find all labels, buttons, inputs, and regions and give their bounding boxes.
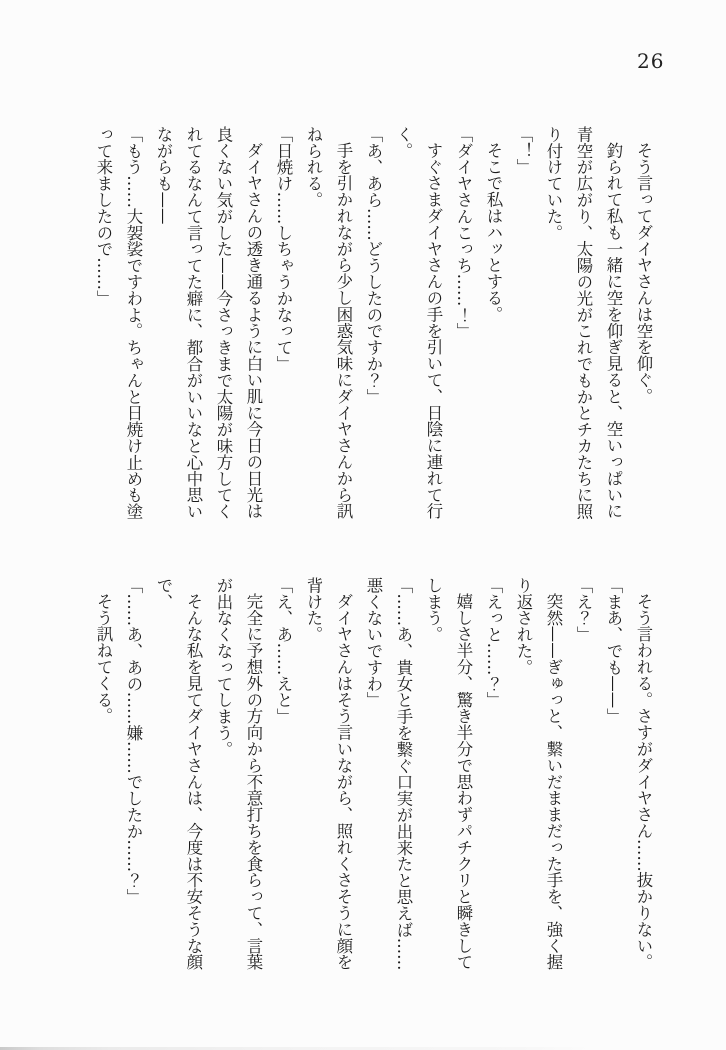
page-number: 26	[637, 49, 665, 73]
text-column: そこで私はハッとする。	[484, 142, 503, 323]
text-column: 「日焼け……しちゃうかなって」	[274, 126, 293, 372]
text-column: 嬉しさ半分、驚き半分で思わずパチクリと瞬きして	[454, 593, 473, 971]
text-column: 青空が広がり、太陽の光がこれでもかとチカたちに照	[574, 126, 593, 520]
text-column: 突然——ぎゅっと、繋いだままだった手を、強く握	[544, 593, 563, 971]
text-column: 「……あ、貴女と手を繋ぐ口実が出来たと思えば……	[394, 577, 413, 971]
text-column: で、	[154, 577, 173, 610]
text-column: 「えっと……？」	[484, 577, 503, 709]
text-column: 「もう……大袈裟ですわよ。ちゃんと日焼け止めも塗	[124, 126, 143, 520]
text-column: すぐさまダイヤさんの手を引いて、日陰に連れて行	[424, 142, 443, 520]
text-column: り付けていた。	[544, 126, 563, 241]
text-column: そんな私を見てダイヤさんは、今度は不安そうな顔	[184, 593, 203, 971]
text-column: ダイヤさんの透き通るように白い肌に今日の日光は	[244, 142, 263, 520]
text-column: ながらも——	[154, 126, 173, 225]
text-column: 「あ、あら……どうしたのですか？」	[364, 126, 383, 405]
text-column: ねられる。	[304, 126, 323, 208]
text-column: 「え？」	[574, 577, 593, 643]
text-column: が出なくなってしまう。	[214, 577, 233, 758]
text-column: 悪くないですわ」	[364, 577, 383, 709]
text-column: 背けた。	[304, 577, 323, 643]
text-block-top	[88, 126, 658, 523]
text-column: 「！」	[514, 126, 533, 176]
text-column: ダイヤさんはそう言いながら、照れくさそうに顔を	[334, 593, 353, 971]
text-column: 「え、あ……えと」	[274, 577, 293, 725]
text-column: しまう。	[424, 577, 443, 643]
text-column: れてるなんて言ってた癖に、都合がいいなと心中思い	[184, 126, 203, 520]
text-column: そう言ってダイヤさんは空を仰ぐ。	[634, 142, 653, 405]
text-column: 釣られて私も一緒に空を仰ぎ見ると、空いっぱいに	[604, 142, 623, 520]
text-column: 良くない気がした——今さっきまで太陽が味方してく	[214, 126, 233, 520]
text-column: そう訊ねてくる。	[94, 593, 113, 725]
text-block-bottom	[88, 577, 658, 974]
text-column: そう言われる。さすがダイヤさん……抜かりない。	[634, 593, 653, 971]
text-column: く。	[394, 126, 413, 159]
text-column: り返された。	[514, 577, 533, 676]
text-column: 手を引かれながら少し困惑気味にダイヤさんから訊	[334, 142, 353, 520]
text-column: って来ましたので……」	[94, 126, 113, 307]
text-column: 「まあ、でも——」	[604, 577, 623, 725]
text-column: 「……あ、あの……嫌……でしたか……？」	[124, 577, 143, 905]
text-column: 完全に予想外の方向から不意打ちを食らって、言葉	[244, 593, 263, 971]
text-column: 「ダイヤさんこっち……！」	[454, 126, 473, 340]
